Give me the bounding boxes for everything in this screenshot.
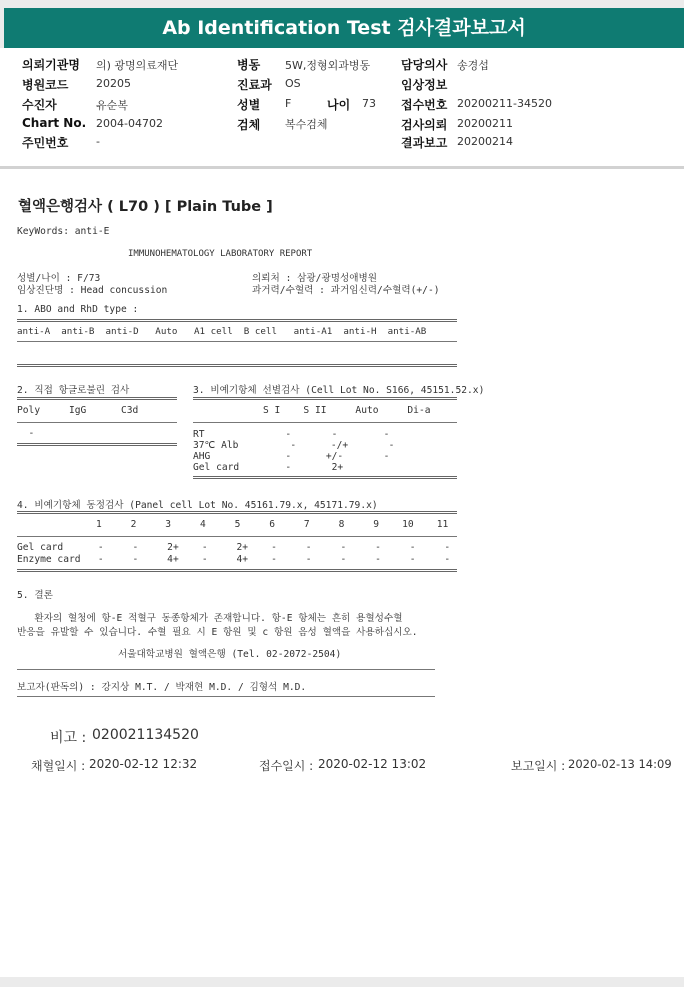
keywords: KeyWords: anti-E [17,226,110,237]
doctor-value: 송경섭 [457,59,489,72]
dat-header: Poly IgG C3d [17,405,139,416]
patient-value: 유순복 [96,99,128,112]
requester-line: 의뢰처 : 삼광/광명성애병원 [252,273,378,284]
divider [17,569,457,572]
sex-age-line: 성별/나이 : F/73 [17,273,101,284]
screening-row: AHG - +/- - [193,451,390,462]
sex-label: 성별 [237,98,261,112]
institution-value: 의) 광명의료재단 [96,59,179,72]
doctor-label: 담당의사 [401,58,448,72]
abo-rhd-title: 1. ABO and RhD type : [17,304,139,315]
diagnosis-line: 임상진단명 : Head concussion [17,285,168,296]
reporter-line: 보고자(판독의) : 강지상 M.T. / 박재현 M.D. / 김형석 M.D. [17,682,307,693]
divider [17,341,457,342]
screening-header: S I S II Auto Di-a [263,405,431,416]
abo-rhd-header: anti-A anti-B anti-D Auto A1 cell B cell anti-A1 anti-H anti-AB [17,326,427,337]
divider [193,397,457,400]
clinical-info-label: 임상정보 [401,78,448,92]
dept-label: 진료과 [237,78,272,92]
receipt-no-value: 20200211-34520 [457,97,552,110]
sex-value: F [285,97,292,110]
divider [17,364,457,367]
dat-title: 2. 직접 항글로불린 검사 [17,385,130,396]
divider [17,669,435,670]
receive-time-label: 접수일시 : [259,759,314,773]
ward-value: 5W,정형외과병동 [285,59,371,72]
specimen-label: 검체 [237,118,261,132]
report-title-bar: Ab Identification Test 검사결과보고서 [4,8,684,48]
specimen-value: 복수검체 [285,118,328,131]
divider [193,422,457,423]
rrn-label: 주민번호 [22,136,69,150]
conclusion-title: 5. 결론 [17,590,53,601]
ward-label: 병동 [237,58,261,72]
report-body [0,169,684,977]
age-value: 73 [362,97,376,110]
report-time-value: 2020-02-13 14:09 [568,757,672,771]
divider [17,443,177,446]
report-date-label: 결과보고 [401,136,448,150]
lab-report-title: IMMUNOHEMATOLOGY LABORATORY REPORT [128,249,313,259]
divider [193,476,457,479]
screening-row: Gel card - 2+ [193,462,344,473]
divider [17,397,177,400]
chart-no-value: 2004-04702 [96,117,163,130]
report-date-value: 20200214 [457,135,513,148]
report-time-label: 보고일시 : [511,759,566,773]
panel-title: 4. 비예기항체 동정검사 (Panel cell Lot No. 45161.79.x, 45171.79.x) [17,500,378,511]
divider [17,696,435,697]
divider [17,536,457,537]
patient-label: 수진자 [22,98,57,112]
receive-time-value: 2020-02-12 13:02 [318,757,427,771]
request-date-label: 검사의뢰 [401,118,448,132]
divider [17,319,457,322]
screening-row: 37℃ Alb - -/+ - [193,440,395,451]
dept-value: OS [285,77,301,90]
request-date-value: 20200211 [457,117,513,130]
history-line: 과거력/수혈력 : 과거임신력/수혈력(+/-) [252,285,440,296]
hospital-contact: 서울대학교병원 혈액은행 (Tel. 02-2072-2504) [118,649,342,660]
institution-label: 의뢰기관명 [22,58,80,72]
conclusion-line: 반응을 유발할 수 있습니다. 수혈 필요 시 E 항원 및 c 항원 음성 혈액을 사용하십시오. [17,627,418,638]
note-label: 비고 : [50,730,87,746]
hospital-code-value: 20205 [96,77,131,90]
screening-title: 3. 비예기항체 선별검사 (Cell Lot No. S166, 45151.52.x) [193,385,485,396]
panel-row: Enzyme card - - 4+ - 4+ - - - - - - [17,554,451,565]
divider [17,422,177,423]
receipt-no-label: 접수번호 [401,98,448,112]
age-label: 나이 [327,98,351,112]
note-value: 020021134520 [92,727,199,743]
panel-header: 1 2 3 4 5 6 7 8 9 10 11 [96,519,449,530]
dat-value: - [17,428,35,439]
rrn-value: - [96,135,100,148]
divider [17,511,457,514]
bottom-margin [0,977,684,987]
patient-info-panel [0,48,684,166]
collect-time-value: 2020-02-12 12:32 [89,757,198,771]
screening-row: RT - - - [193,429,390,440]
chart-no-label: Chart No. [22,116,87,130]
hospital-code-label: 병원코드 [22,78,69,92]
panel-row: Gel card - - 2+ - 2+ - - - - - - [17,542,451,553]
conclusion-line: 환자의 혈청에 항-E 적혈구 동종항체가 존재합니다. 항-E 항체는 흔히 용혈성수혈 [17,613,403,624]
test-title: 혈액은행검사 ( L70 ) [ Plain Tube ] [18,199,273,215]
collect-time-label: 채혈일시 : [31,759,86,773]
